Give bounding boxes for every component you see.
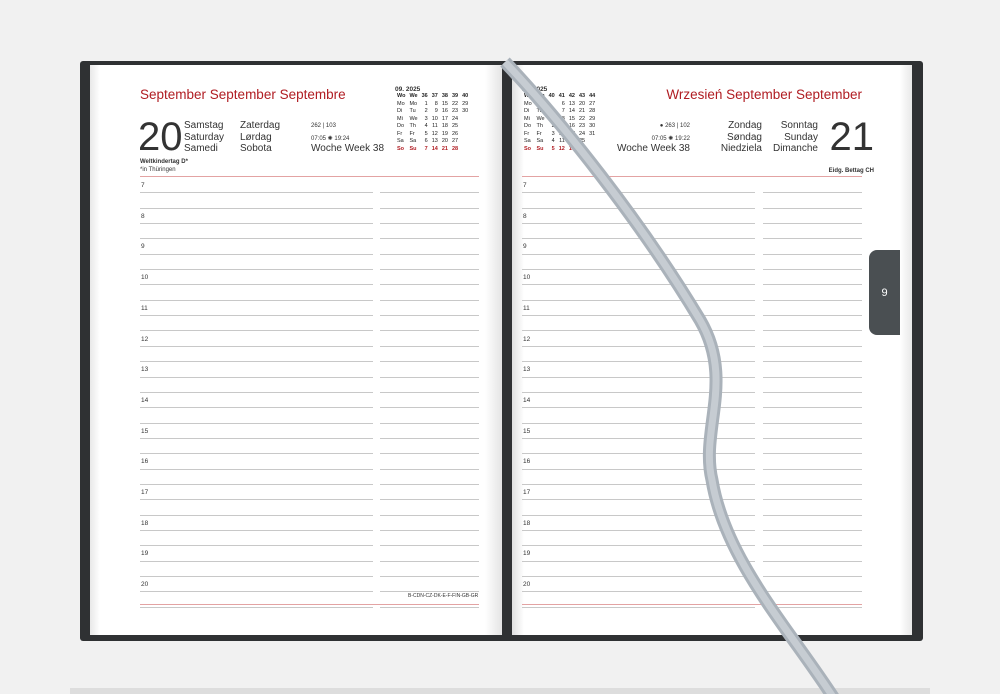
- calendar-cell: 10: [431, 115, 438, 122]
- calendar-cell: 20: [578, 100, 586, 107]
- holiday-note: *in Thüringen: [140, 167, 176, 173]
- hour-label: 9: [523, 243, 527, 251]
- day-name: Zaterdag: [240, 120, 281, 131]
- calendar-cell: Fr: [536, 130, 542, 137]
- day-name: Samedi: [184, 143, 218, 154]
- calendar-cell: 28: [451, 145, 459, 152]
- day-name: Samstag: [184, 120, 224, 131]
- calendar-cell: Di: [524, 108, 530, 114]
- calendar-cell: 14: [431, 145, 438, 152]
- calendar-cell: 23: [578, 123, 586, 129]
- calendar-cell: 2: [551, 123, 555, 129]
- calendar-header-cell: 36: [421, 93, 428, 99]
- calendar-cell: 19: [568, 145, 575, 152]
- calendar-cell: Mo: [536, 100, 545, 107]
- calendar-cell: Mo: [409, 100, 418, 107]
- calendar-cell: Sa: [536, 138, 544, 144]
- calendar-cell: Th: [409, 123, 416, 129]
- calendar-cell: 31: [589, 130, 596, 137]
- week-number: Woche Week 38: [311, 143, 385, 154]
- calendar-header-cell: 37: [431, 93, 438, 99]
- hour-label: 12: [141, 335, 149, 343]
- calendar-cell: 9: [434, 108, 438, 114]
- calendar-cell: 29: [462, 100, 469, 107]
- calendar-cell: 4: [424, 123, 428, 129]
- calendar-header-cell: 43: [578, 93, 586, 99]
- hour-label: 7: [523, 182, 527, 189]
- calendar-cell: 6: [424, 138, 428, 144]
- calendar-header-cell: Wo: [397, 93, 406, 99]
- calendar-cell: 16: [568, 123, 575, 129]
- calendar-cell: 29: [589, 115, 596, 122]
- day-name: Sunday: [784, 131, 818, 143]
- calendar-cell: 2: [424, 108, 428, 114]
- calendar-cell: Di: [397, 108, 403, 114]
- hour-label: 20: [523, 581, 531, 589]
- calendar-header-cell: 39: [451, 93, 459, 99]
- calendar-cell: Mo: [524, 100, 532, 107]
- hour-label: 14: [523, 396, 531, 404]
- day-of-year: ● 263 | 102: [659, 123, 690, 129]
- day-number: 21: [829, 115, 874, 159]
- calendar-cell: 3: [551, 130, 555, 137]
- calendar-cell: 19: [441, 130, 448, 137]
- calendar-cell: 27: [589, 100, 596, 107]
- calendar-cell: 13: [431, 138, 438, 144]
- calendar-cell: 8: [434, 100, 438, 107]
- day-name: Sonntag: [780, 120, 818, 131]
- hour-label: 10: [523, 274, 531, 282]
- calendar-cell: 24: [578, 130, 586, 137]
- hour-label: 15: [141, 427, 149, 435]
- country-codes: B-CDN-CZ-DK-E-F-FIN-GB-GR: [408, 593, 479, 599]
- calendar-cell: 11: [559, 138, 565, 144]
- calendar-cell: Th: [536, 123, 543, 129]
- day-of-year: 262 | 103: [311, 123, 336, 129]
- calendar-cell: 18: [441, 123, 448, 129]
- day-name: Sobota: [240, 143, 272, 154]
- calendar-cell: 22: [451, 100, 459, 107]
- calendar-cell: 3: [424, 115, 428, 122]
- hour-label: 8: [523, 212, 527, 220]
- calendar-header-cell: 44: [589, 93, 596, 99]
- calendar-cell: 22: [578, 115, 586, 122]
- calendar-cell: 7: [561, 108, 565, 114]
- calendar-cell: So: [397, 145, 405, 152]
- calendar-cell: 25: [451, 123, 459, 129]
- calendar-header-cell: 41: [558, 93, 565, 99]
- calendar-cell: 27: [451, 138, 459, 144]
- hour-label: 16: [141, 458, 149, 466]
- hour-label: 10: [141, 274, 149, 282]
- hour-label: 11: [141, 304, 148, 312]
- calendar-cell: 15: [568, 115, 575, 122]
- calendar-cell: 24: [451, 115, 459, 122]
- calendar-cell: Do: [397, 123, 405, 129]
- calendar-cell: We: [409, 115, 418, 122]
- day-name: Søndag: [726, 131, 762, 143]
- calendar-cell: Fr: [524, 130, 530, 137]
- calendar-cell: Su: [409, 145, 417, 152]
- calendar-cell: 10: [558, 130, 565, 137]
- calendar-cell: 21: [578, 108, 586, 114]
- calendar-cell: 5: [551, 145, 555, 152]
- day-name: Zondag: [728, 120, 762, 131]
- calendar-cell: 26: [451, 130, 459, 137]
- calendar-cell: 14: [568, 108, 575, 114]
- mini-calendar-title: 10. 2025: [522, 86, 548, 93]
- calendar-cell: Mo: [397, 100, 405, 107]
- month-title: September September Septembre: [140, 87, 346, 102]
- calendar-header-cell: We: [536, 93, 545, 99]
- hour-label: 9: [141, 243, 145, 251]
- calendar-cell: Fr: [409, 130, 415, 137]
- calendar-header-cell: 40: [548, 93, 555, 99]
- sun-times: 07:05 ✺ 19:22: [651, 136, 690, 142]
- hour-label: 17: [141, 489, 149, 496]
- calendar-cell: 16: [441, 108, 448, 114]
- calendar-cell: Sa: [409, 138, 417, 144]
- holiday: Eidg. Bettag CH: [828, 168, 874, 174]
- calendar-cell: 5: [424, 130, 428, 137]
- calendar-cell: 6: [561, 100, 565, 107]
- calendar-cell: 4: [551, 138, 555, 144]
- hour-label: 14: [141, 396, 149, 404]
- calendar-header-cell: Wo: [524, 93, 533, 99]
- calendar-cell: 8: [561, 115, 565, 122]
- calendar-cell: 13: [568, 100, 575, 107]
- calendar-cell: 12: [558, 145, 565, 152]
- calendar-header-cell: 38: [441, 93, 448, 99]
- hour-label: 19: [523, 550, 531, 558]
- calendar-cell: 30: [589, 123, 596, 129]
- calendar-cell: 28: [589, 108, 596, 114]
- calendar-cell: 11: [432, 123, 438, 129]
- hour-label: 7: [141, 182, 145, 189]
- day-name: Saturday: [184, 131, 225, 143]
- hour-label: 19: [141, 550, 149, 558]
- calendar-cell: Tu: [536, 108, 543, 114]
- hour-label: 18: [523, 519, 531, 527]
- week-number: Woche Week 38: [616, 143, 690, 154]
- calendar-cell: 7: [424, 145, 428, 152]
- mini-calendar-title: 09. 2025: [395, 86, 421, 93]
- hour-label: 13: [141, 366, 149, 374]
- calendar-cell: 25: [578, 138, 586, 144]
- hour-label: 18: [141, 519, 149, 527]
- calendar-cell: 12: [431, 130, 438, 137]
- calendar-cell: 23: [451, 108, 459, 114]
- calendar-cell: 17: [568, 130, 575, 137]
- calendar-header-cell: 40: [462, 93, 469, 99]
- calendar-cell: 30: [462, 108, 469, 114]
- hour-label: 11: [523, 304, 530, 312]
- calendar-cell: 1: [551, 115, 555, 122]
- hour-label: 15: [523, 427, 531, 435]
- calendar-cell: 1: [424, 100, 428, 107]
- calendar-cell: Sa: [397, 138, 404, 144]
- hour-label: 12: [523, 335, 531, 343]
- hour-label: 17: [523, 489, 531, 496]
- calendar-cell: 17: [441, 115, 448, 122]
- calendar-cell: Su: [536, 145, 544, 152]
- hour-label: 13: [523, 366, 531, 374]
- sun-times: 07:05 ✺ 19:24: [311, 136, 350, 142]
- calendar-cell: Tu: [409, 108, 416, 114]
- calendar-cell: Mi: [524, 115, 530, 122]
- calendar-cell: 9: [561, 123, 565, 129]
- calendar-cell: Fr: [397, 130, 403, 137]
- calendar-cell: We: [536, 115, 545, 122]
- day-name: Lørdag: [240, 131, 272, 143]
- month-title: Wrzesień September September: [666, 87, 862, 102]
- calendar-cell: Sa: [524, 138, 531, 144]
- day-name: Dimanche: [772, 143, 818, 154]
- month-tab[interactable]: 9: [869, 250, 900, 335]
- hour-label: 16: [523, 458, 531, 466]
- calendar-cell: Do: [524, 123, 532, 129]
- day-name: Niedziela: [720, 143, 762, 154]
- calendar-cell: 18: [568, 138, 575, 144]
- calendar-header-cell: 42: [568, 93, 575, 99]
- calendar-header-cell: We: [409, 93, 418, 99]
- calendar-cell: Mi: [397, 115, 403, 122]
- calendar-cell: 26: [578, 145, 586, 152]
- calendar-cell: 15: [441, 100, 448, 107]
- day-number: 20: [138, 115, 183, 159]
- calendar-cell: So: [524, 145, 532, 152]
- calendar-cell: 20: [441, 138, 448, 144]
- hour-label: 8: [141, 212, 145, 220]
- holiday: Weltkindertag D*: [140, 159, 188, 165]
- calendar-cell: 21: [441, 145, 448, 152]
- hour-label: 20: [141, 581, 149, 589]
